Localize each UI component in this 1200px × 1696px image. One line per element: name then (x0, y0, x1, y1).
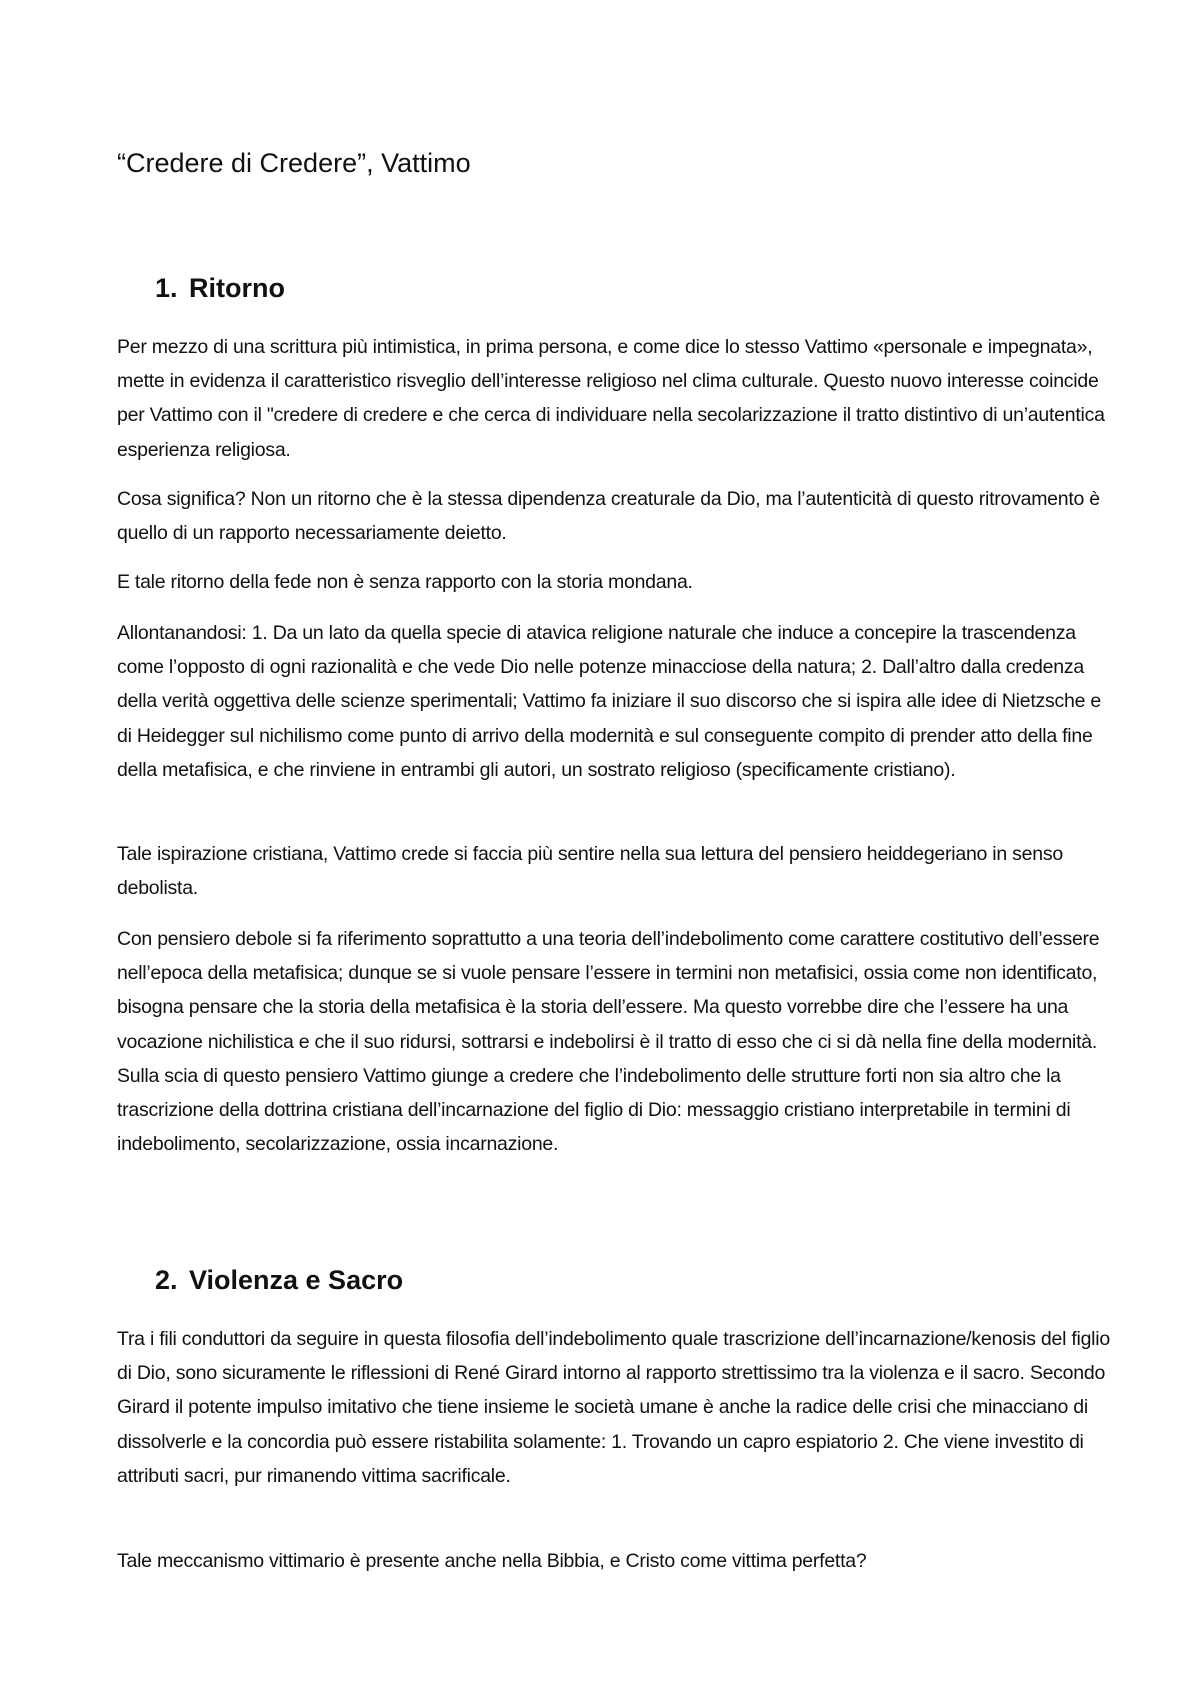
section-title: Ritorno (189, 273, 285, 303)
section-title: Violenza e Sacro (189, 1265, 404, 1295)
paragraph: E tale ritorno della fede non è senza rapporto con la storia mondana. (117, 571, 693, 593)
document-title: “Credere di Credere”, Vattimo (117, 148, 471, 178)
paragraph: Allontanandosi: 1. Da un lato da quella specie di atavica religione naturale che induce a concepire la trascendenza come l’opposto di ogni razionalità e che vede Dio nelle potenze minacciose della natura; 2. Dall’altro dalla credenza della verità oggettiva delle scienze sperimentali; Vattimo fa iniziare il suo discorso che si ispira alle idee di Nietzsche e di Heidegger sul nichilismo come punto di arrivo della modernità e sul conseguente compito di prender atto della fine della metafisica, e che rinviene in entrambi gli autori, un sostrato religioso (specificamente cristiano). (117, 622, 1101, 781)
section-number: 1. (155, 273, 178, 303)
paragraph: Tra i fili conduttori da seguire in questa filosofia dell’indebolimento quale trascrizione dell’incarnazione/kenosis del figlio di Dio, sono sicuramente le riflessioni di René Girard intorno al rapporto strettissimo tra la violenza e il sacro. Secondo Girard il potente impulso imitativo che tiene insieme le società umane è anche la radice delle crisi che minacciano di dissolverle e la concordia può essere ristabilita solamente: 1. Trovando un capro espiatorio 2. Che viene investito di attributi sacri, pur rimanendo vittima sacrificale. (117, 1328, 1110, 1487)
paragraph: Cosa significa? Non un ritorno che è la stessa dipendenza creaturale da Dio, ma l’autenticità di questo ritrovamento è quello di un rapporto necessariamente deietto. (117, 488, 1100, 545)
paragraph: Tale ispirazione cristiana, Vattimo crede si faccia più sentire nella sua lettura del pensiero heiddegeriano in senso debolista. (117, 843, 1063, 900)
paragraph: Tale meccanismo vittimario è presente anche nella Bibbia, e Cristo come vittima perfetta? (117, 1550, 867, 1572)
section-number: 2. (155, 1265, 178, 1295)
section-heading-violenza-e-sacro (155, 1263, 403, 1297)
paragraph: Per mezzo di una scrittura più intimistica, in prima persona, e come dice lo stesso Vattimo «personale e impegnata», mette in evidenza il caratteristico risveglio dell’interesse religioso nel clima culturale. Questo nuovo interesse coincide per Vattimo con il "credere di credere e che cerca di individuare nella secolarizzazione il tratto distintivo di un’autentica esperienza religiosa. (117, 336, 1105, 461)
section-heading-ritorno (155, 271, 285, 305)
paragraph: Con pensiero debole si fa riferimento soprattutto a una teoria dell’indebolimento come carattere costitutivo dell’essere nell’epoca della metafisica; dunque se si vuole pensare l’essere in termini non metafisici, ossia come non identificato, bisogna pensare che la storia della metafisica è la storia dell’essere. Ma questo vorrebbe dire che l’essere ha una vocazione nichilistica e che il suo ridursi, sottrarsi e indebolirsi è il tratto di esso che ci si dà nella fine della modernità. Sulla scia di questo pensiero Vattimo giunge a credere che l’indebolimento delle strutture forti non sia altro che la trascrizione della dottrina cristiana dell’incarnazione del figlio di Dio: messaggio cristiano interpretabile in termini di indebolimento, secolarizzazione, ossia incarnazione. (117, 928, 1100, 1156)
